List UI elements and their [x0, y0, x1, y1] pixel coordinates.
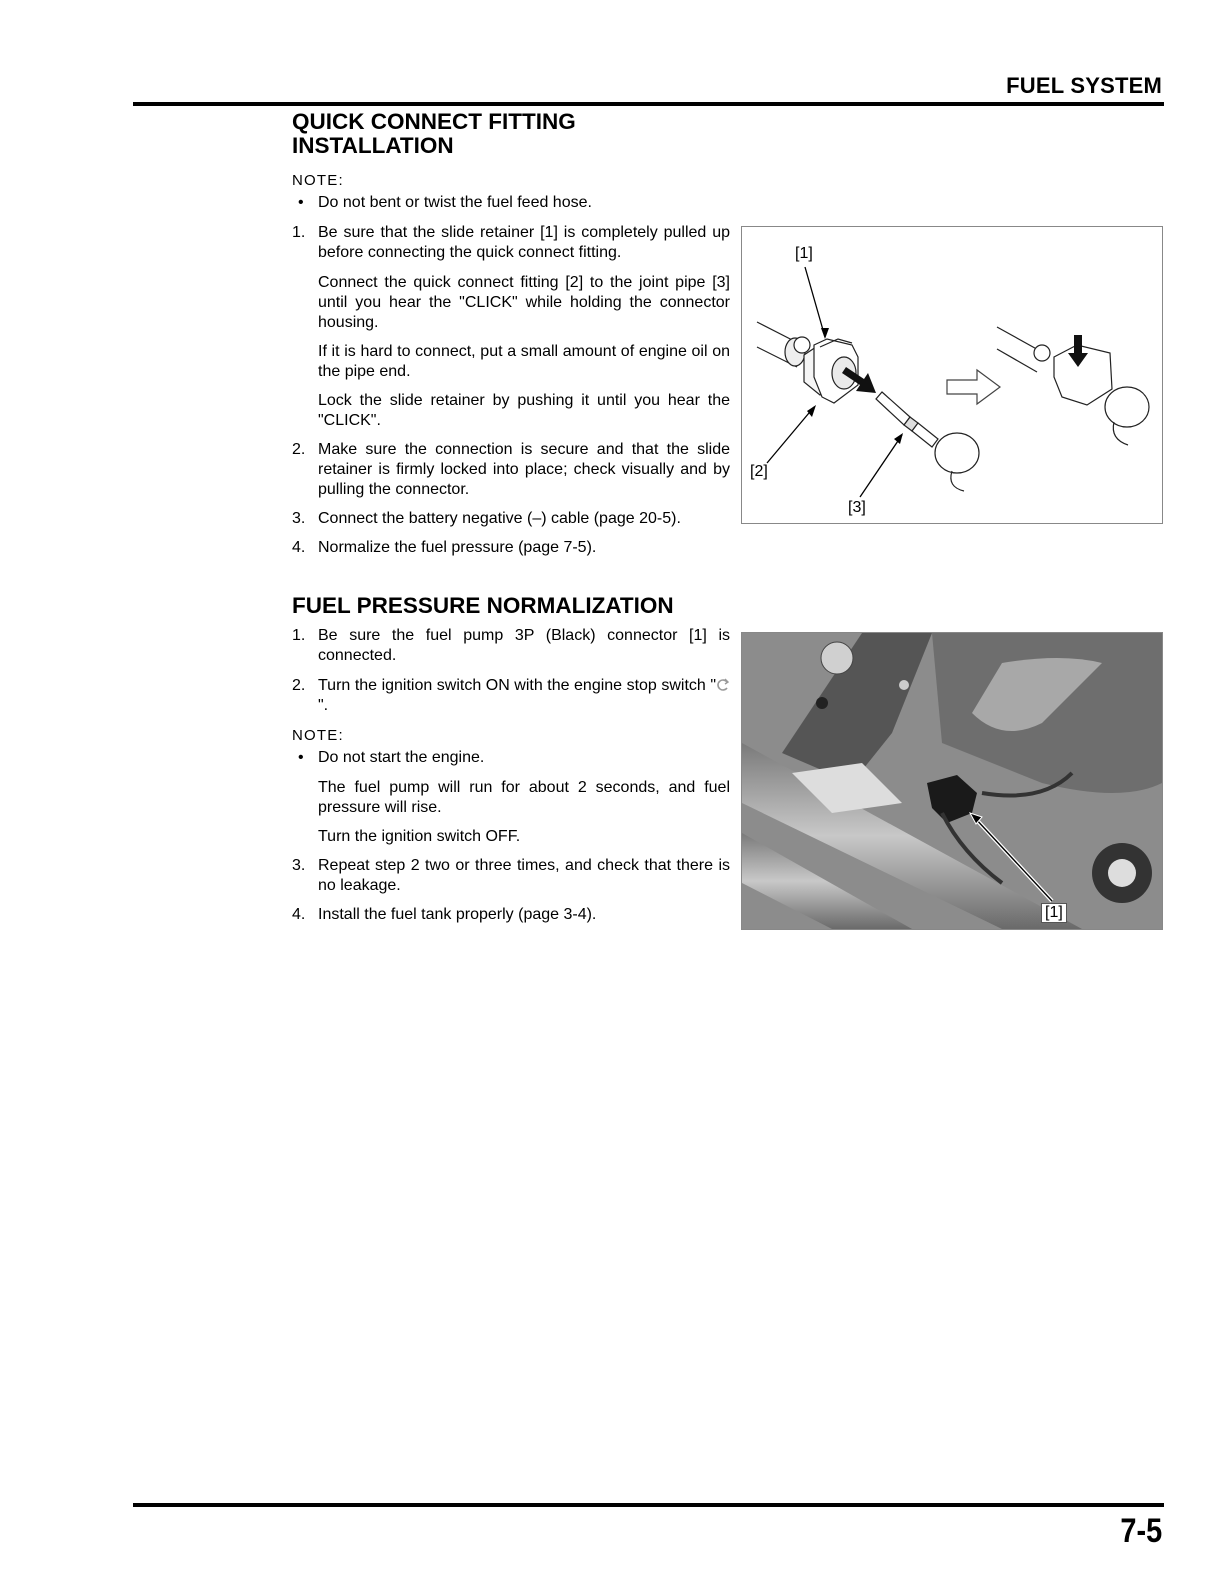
- step-item: [292, 676, 730, 716]
- step-item: [292, 538, 730, 558]
- step-paragraph: Turn the ignition switch OFF.: [318, 828, 521, 845]
- step-number: 2.: [292, 441, 306, 458]
- photo-callout-label: [1]: [1041, 903, 1067, 923]
- step-item: [292, 905, 730, 925]
- callout-label: [3]: [848, 499, 866, 516]
- callout-label: [2]: [750, 463, 768, 480]
- step-text: Repeat step 2 two or three times, and check that there is no leakage.: [318, 857, 730, 894]
- step-text: Be sure that the slide retainer [1] is completely pulled up before connecting the quick connect fitting.: [318, 224, 730, 261]
- step-paragraph: Lock the slide retainer by pushing it until you hear the "CLICK".: [318, 392, 730, 429]
- step-item: [292, 440, 730, 500]
- step-text-before: Turn the ignition switch ON with the engine stop switch ": [318, 677, 716, 694]
- engine-run-switch-icon: [716, 678, 730, 692]
- step-number: 4.: [292, 906, 306, 923]
- note-item: [292, 193, 730, 213]
- bullet-icon: •: [298, 749, 304, 766]
- step-number: 4.: [292, 539, 306, 556]
- step-item: [292, 509, 730, 529]
- step-text: Normalize the fuel pressure (page 7-5).: [318, 539, 597, 556]
- normalization-title: FUEL PRESSURE NORMALIZATION: [292, 593, 674, 618]
- footer-rule: [133, 1503, 1164, 1507]
- callout-label: [1]: [795, 245, 813, 262]
- step-item: [292, 626, 730, 666]
- step-item: [292, 223, 730, 263]
- note-label: NOTE:: [292, 727, 344, 744]
- note-label: NOTE:: [292, 172, 344, 189]
- note-text: Do not start the engine.: [318, 749, 485, 766]
- note-text: Do not bent or twist the fuel feed hose.: [318, 194, 592, 211]
- step-text: Connect the battery negative (–) cable (page 20-5).: [318, 510, 681, 527]
- step-number: 3.: [292, 510, 306, 527]
- quick-connect-title-line2: INSTALLATION: [292, 133, 454, 158]
- step-text: Make sure the connection is secure and that the slide retainer is firmly locked into place; check visually and by pulling the connector.: [318, 441, 730, 498]
- step-number: 1.: [292, 627, 306, 644]
- header-rule: [133, 102, 1164, 106]
- step-number: 1.: [292, 224, 306, 241]
- quick-connect-title-line1: QUICK CONNECT FITTING: [292, 109, 576, 134]
- quick-connect-title: [292, 110, 730, 158]
- step-text: Install the fuel tank properly (page 3-4).: [318, 906, 597, 923]
- bullet-icon: •: [298, 194, 304, 211]
- step-paragraph: The fuel pump will run for about 2 seconds, and fuel pressure will rise.: [318, 779, 730, 816]
- note-item: [292, 748, 730, 768]
- step-item: [292, 856, 730, 896]
- quick-connect-diagram: [741, 226, 1163, 524]
- step-paragraph: If it is hard to connect, put a small amount of engine oil on the pipe end.: [318, 343, 730, 380]
- step-text-after: ".: [318, 697, 329, 714]
- section-header-title: FUEL SYSTEM: [1006, 73, 1162, 98]
- step-paragraph: Connect the quick connect fitting [2] to the joint pipe [3] until you hear the "CLICK" while holding the connector housing.: [318, 274, 730, 331]
- step-number: 3.: [292, 857, 306, 874]
- step-text: Be sure the fuel pump 3P (Black) connector [1] is connected.: [318, 627, 730, 664]
- connector-photo-illustration: [742, 633, 1162, 929]
- connector-photo: [741, 632, 1163, 930]
- normalization-section: [292, 594, 730, 925]
- quick-connect-section: [292, 110, 730, 558]
- page-number: 7-5: [1120, 1512, 1162, 1550]
- step-number: 2.: [292, 677, 306, 694]
- quick-connect-illustration: [742, 227, 1162, 523]
